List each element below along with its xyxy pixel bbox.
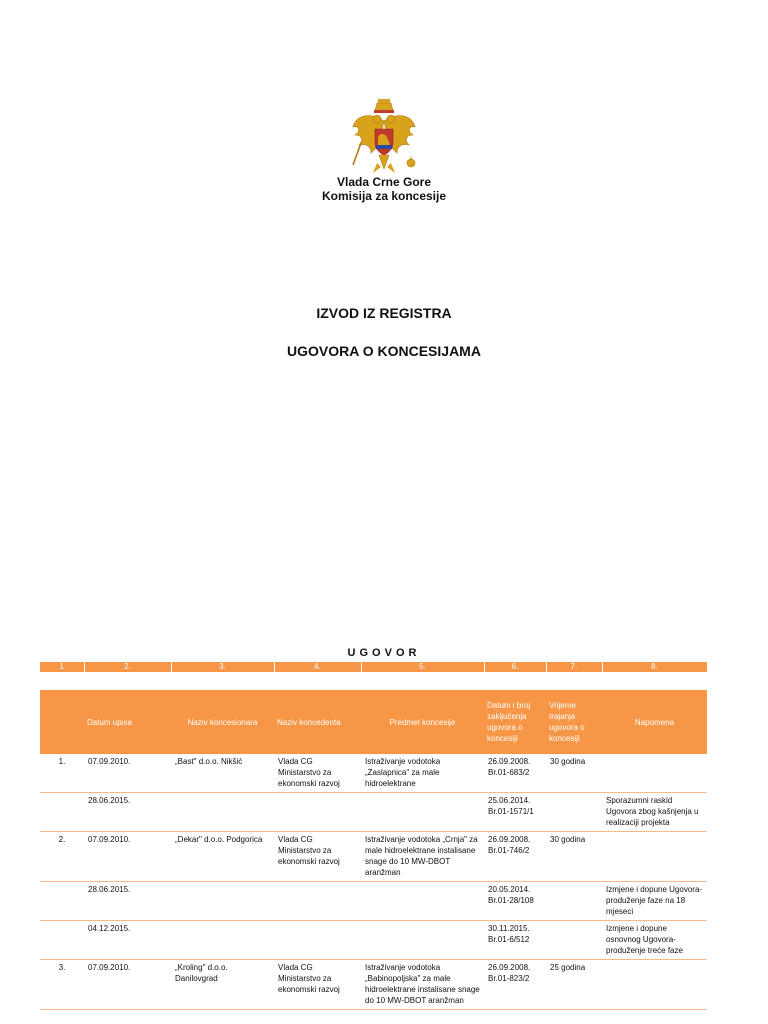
concession-subject: Istraživanje vodotoka „Crnja" za male hidroelektrane instalisane snage do 10 MW-DBOT aranžman bbox=[361, 832, 484, 882]
row-number bbox=[40, 921, 84, 960]
column-number-bar bbox=[40, 662, 708, 672]
contract-date-number: 26.09.2008. Br.01-823/2 bbox=[484, 960, 546, 1010]
entry-date: 04.12.2015. bbox=[84, 921, 171, 960]
column-number-row bbox=[40, 662, 707, 672]
table-row bbox=[40, 793, 707, 832]
column-header-subject: Predmet koncesije bbox=[361, 690, 484, 754]
entry-date: 28.06.2015. bbox=[84, 882, 171, 921]
row-number: 1. bbox=[40, 754, 84, 793]
section-heading: UGOVOR bbox=[347, 647, 421, 659]
concession-subject bbox=[361, 793, 484, 832]
column-number: 8. bbox=[602, 662, 707, 672]
contract-date-number: 30.11.2015. Br.01-6/512 bbox=[484, 921, 546, 960]
column-header-number bbox=[40, 690, 84, 754]
concession-subject bbox=[361, 882, 484, 921]
concession-subject: Istraživanje vodotoka „Zaslapnica" za male hidroelektrane bbox=[361, 754, 484, 793]
government-name: Vlada Crne Gore bbox=[336, 175, 432, 189]
concession-subject: Istraživanje vodotoka „Babinopoljska" za male hidroelektrane instalisane snage do 10 MW-DBOT aranžman bbox=[361, 960, 484, 1010]
column-number: 1 bbox=[40, 662, 84, 672]
contract-duration: 25 godina bbox=[546, 960, 602, 1010]
table-header-row bbox=[40, 690, 707, 754]
coat-of-arms-emblem bbox=[349, 97, 419, 177]
contract-duration bbox=[546, 882, 602, 921]
concessionaire: „Bast" d.o.o. Nikšić bbox=[171, 754, 274, 793]
contract-duration: 30 godina bbox=[546, 754, 602, 793]
concessionaire: „Kroling" d.o.o. Danilovgrad bbox=[171, 960, 274, 1010]
note: Izmjene i dopune Ugovora-produženje faze na 18 mjeseci bbox=[602, 882, 707, 921]
grantor: Vlada CG Ministarstvo za ekonomski razvoj bbox=[274, 832, 361, 882]
grantor bbox=[274, 793, 361, 832]
column-number: 5. bbox=[361, 662, 484, 672]
entry-date: 07.09.2010. bbox=[84, 832, 171, 882]
note bbox=[602, 960, 707, 1010]
column-header-entry-date: Datum upisa bbox=[84, 690, 171, 754]
entry-date: 28.06.2015. bbox=[84, 793, 171, 832]
column-number: 2. bbox=[84, 662, 171, 672]
column-header-grantor: Naziv koncedenta bbox=[274, 690, 361, 754]
column-header-duration: Vrijeme trajanja ugovora o koncesiji bbox=[546, 690, 602, 754]
contract-date-number: 26.09.2008. Br.01-683/2 bbox=[484, 754, 546, 793]
table-row bbox=[40, 960, 707, 1010]
concession-register-table bbox=[40, 690, 707, 1010]
contract-duration bbox=[546, 921, 602, 960]
contract-date-number: 25.06.2014. Br.01-1571/1 bbox=[484, 793, 546, 832]
grantor bbox=[274, 921, 361, 960]
column-header-note: Napomena bbox=[602, 690, 707, 754]
concession-subject bbox=[361, 921, 484, 960]
commission-name: Komisija za koncesije bbox=[321, 189, 447, 203]
column-number: 3. bbox=[171, 662, 274, 672]
note: Sporazumni raskid Ugovora zbog kašnjenja u realizaciji projekta bbox=[602, 793, 707, 832]
document-subtitle: UGOVORA O KONCESIJAMA bbox=[287, 343, 481, 359]
column-number: 6. bbox=[484, 662, 546, 672]
row-number: 3. bbox=[40, 960, 84, 1010]
column-header-contract: Datum i broj zaključenja ugovora o koncesiji bbox=[484, 690, 546, 754]
row-number: 2. bbox=[40, 832, 84, 882]
contract-duration: 30 godina bbox=[546, 832, 602, 882]
entry-date: 07.09.2010. bbox=[84, 754, 171, 793]
concessionaire bbox=[171, 793, 274, 832]
note: Izmjene i dopune osnovnog Ugovora-produženje treće faze bbox=[602, 921, 707, 960]
grantor: Vlada CG Ministarstvo za ekonomski razvoj bbox=[274, 960, 361, 1010]
contract-date-number: 26.09.2008. Br.01-746/2 bbox=[484, 832, 546, 882]
grantor bbox=[274, 882, 361, 921]
document-title: IZVOD IZ REGISTRA bbox=[316, 305, 452, 321]
column-header-concessionaire: Naziv koncesionara bbox=[171, 690, 274, 754]
grantor: Vlada CG Ministarstvo za ekonomski razvoj bbox=[274, 754, 361, 793]
concessionaire bbox=[171, 882, 274, 921]
table-row bbox=[40, 882, 707, 921]
column-number: 7. bbox=[546, 662, 602, 672]
table-row bbox=[40, 832, 707, 882]
entry-date: 07.09.2010. bbox=[84, 960, 171, 1010]
column-number: 4. bbox=[274, 662, 361, 672]
table-row bbox=[40, 754, 707, 793]
concessionaire bbox=[171, 921, 274, 960]
row-number bbox=[40, 882, 84, 921]
table-row bbox=[40, 921, 707, 960]
note bbox=[602, 754, 707, 793]
note bbox=[602, 832, 707, 882]
concessionaire: „Dekar" d.o.o. Podgorica bbox=[171, 832, 274, 882]
row-number bbox=[40, 793, 84, 832]
contract-duration bbox=[546, 793, 602, 832]
contract-date-number: 20.05.2014. Br.01-28/108 bbox=[484, 882, 546, 921]
